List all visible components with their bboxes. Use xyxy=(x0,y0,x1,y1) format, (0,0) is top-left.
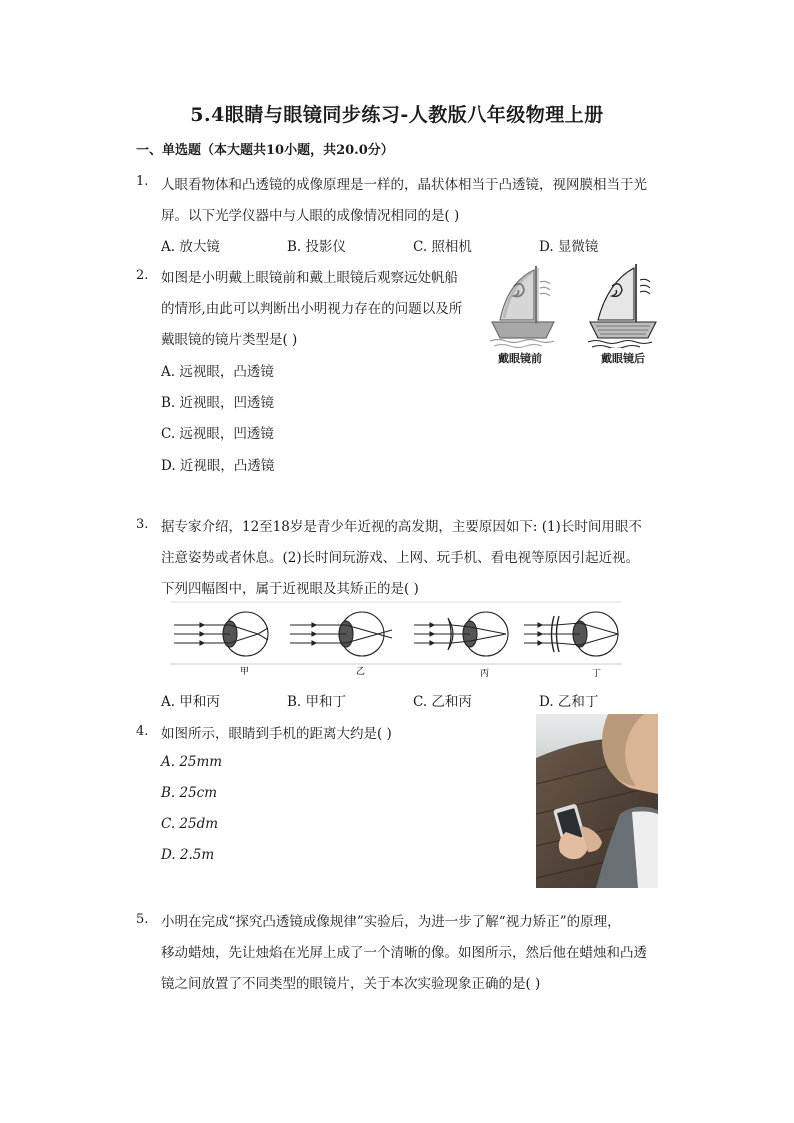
sailboat-blurry-figure xyxy=(488,262,558,348)
option-d: D. 乙和丁 xyxy=(539,694,599,710)
question-text: 戴眼镜的镜片类型是( ) xyxy=(161,332,298,348)
question-text: 屏。以下光学仪器中与人眼的成像情况相同的是( ) xyxy=(161,208,460,224)
section-heading: 一、单选题（本大题共10小题，共20.0分） xyxy=(136,143,394,158)
option-b: B. 投影仪 xyxy=(287,239,347,255)
option-a: A. 25mm xyxy=(161,754,223,770)
option-c: C. 乙和丙 xyxy=(413,694,472,710)
question-text: 如图所示，眼睛到手机的距离大约是( ) xyxy=(161,726,392,742)
option-c: C. 照相机 xyxy=(413,239,472,255)
question-text: 人眼看物体和凸透镜的成像原理是一样的，晶状体相当于凸透镜，视网膜相当于光 xyxy=(161,177,647,193)
page-title: 5.4眼睛与眼镜同步练习-人教版八年级物理上册 xyxy=(190,104,604,126)
question-text: 小明在完成“探究凸透镜成像规律”实验后，为进一步了解“视力矫正”的原理， xyxy=(161,914,621,930)
question-text: 的情形,由此可以判断出小明视力存在的问题以及所 xyxy=(161,301,463,317)
figure-label-bing: 丙 xyxy=(480,669,490,679)
phone-photo-figure xyxy=(536,714,658,888)
option-d: D. 显微镜 xyxy=(539,239,599,255)
option-d: D. 近视眼，凸透镜 xyxy=(161,458,275,474)
option-b: B. 甲和丁 xyxy=(287,694,347,710)
figure-caption-before: 戴眼镜前 xyxy=(498,352,542,365)
option-c: C. 远视眼，凹透镜 xyxy=(161,426,274,442)
question-text: 下列四幅图中，属于近视眼及其矫正的是( ) xyxy=(161,581,419,597)
question-number: 1. xyxy=(136,174,149,189)
option-b: B. 25cm xyxy=(161,785,218,801)
question-number: 5. xyxy=(136,912,149,927)
eye-diagrams-figure xyxy=(166,600,626,680)
question-number: 4. xyxy=(136,724,149,739)
option-b: B. 近视眼，凹透镜 xyxy=(161,395,275,411)
question-text: 移动蜡烛，先让烛焰在光屏上成了一个清晰的像。如图所示，然后他在蜡烛和凸透 xyxy=(161,945,647,961)
question-text: 如图是小明戴上眼镜前和戴上眼镜后观察远处帆船 xyxy=(161,270,458,286)
question-number: 2. xyxy=(136,268,149,283)
option-d: D. 2.5m xyxy=(161,847,215,863)
sailboat-clear-figure xyxy=(588,262,658,348)
option-c: C. 25dm xyxy=(161,816,219,832)
figure-caption-after: 戴眼镜后 xyxy=(601,352,645,365)
figure-label-jia: 甲 xyxy=(240,667,250,677)
question-text: 据专家介绍，12至18岁是青少年近视的高发期，主要原因如下: (1)长时间用眼不 xyxy=(161,519,642,535)
figure-label-yi: 乙 xyxy=(356,667,366,677)
figure-label-ding: 丁 xyxy=(592,669,602,679)
option-a: A. 远视眼，凸透镜 xyxy=(161,364,274,380)
question-number: 3. xyxy=(136,517,149,532)
question-text: 镜之间放置了不同类型的眼镜片，关于本次实验现象正确的是( ) xyxy=(161,976,541,992)
option-a: A. 放大镜 xyxy=(161,239,220,255)
question-text: 注意姿势或者休息。(2)长时间玩游戏、上网、玩手机、看电视等原因引起近视。 xyxy=(161,550,640,566)
option-a: A. 甲和丙 xyxy=(161,694,220,710)
